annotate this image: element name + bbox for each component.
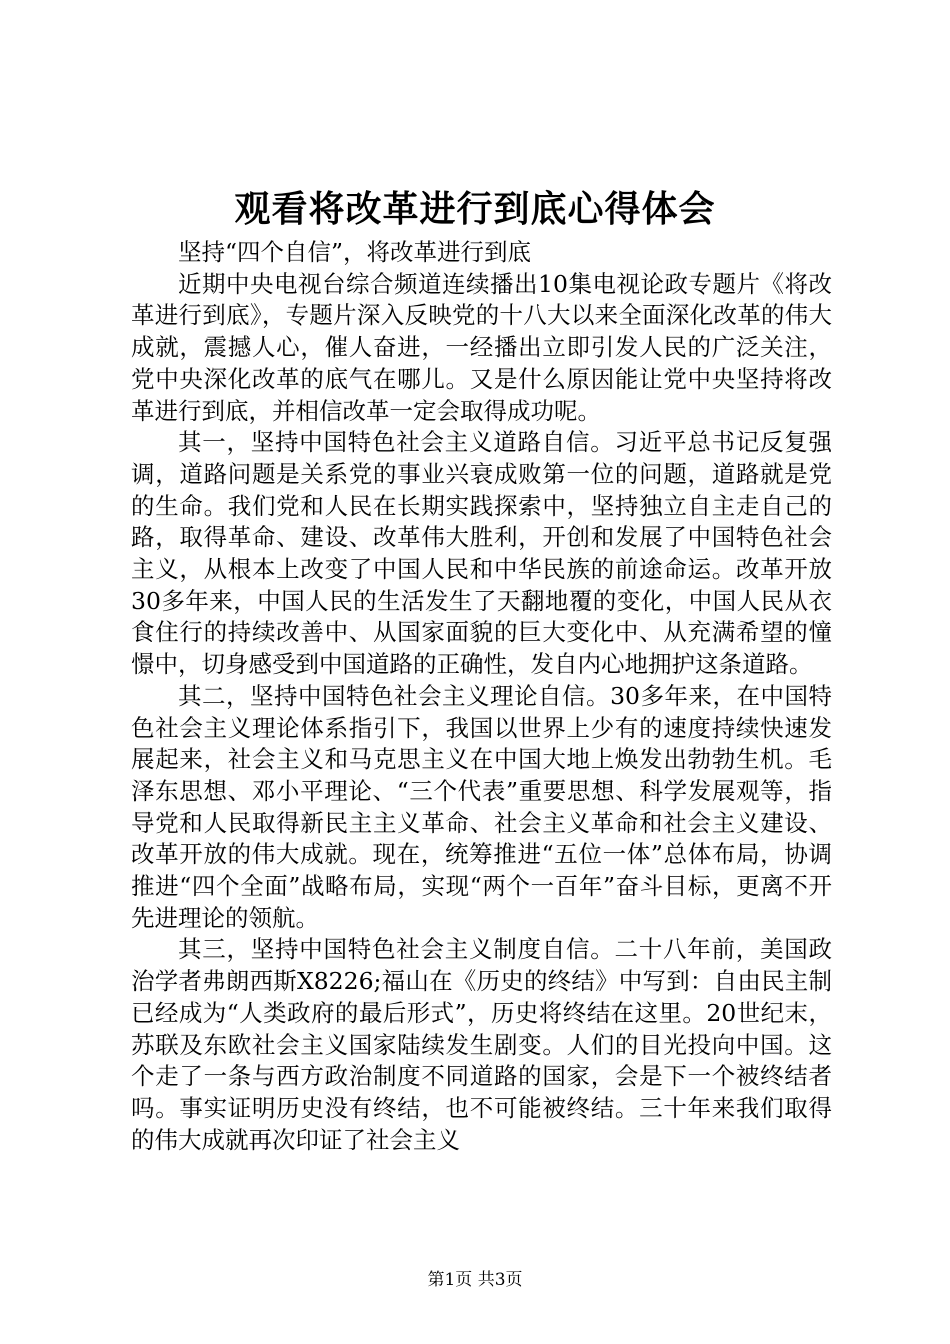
subtitle: 坚持“四个自信”，将改革进行到底 [178,238,532,266]
page-title: 观看将改革进行到底心得体会 [234,188,716,230]
page-number-footer: 第1页 共3页 [427,1270,523,1290]
paragraph-system-confidence: 其三，坚持中国特色社会主义制度自信。二十八年前，美国政治学者弗朗西斯X8226;福山在《历史的终结》中写到：自由民主制已经成为“人类政府的最后形式”，历史将终结在这里。20世纪末，苏联及东欧社会主义国家陆续发生剧变。人们的目光投向中国。这个走了一条与西方政治制度不同道路的国家，会是下一个被终结者吗。事实证明历史没有终结，也不可能被终结。三十年来我们取得的伟大成就再次印证了社会主义 [131,935,832,1154]
document-body [131,237,832,1156]
paragraph-road-confidence: 其一，坚持中国特色社会主义道路自信。习近平总书记反复强调，道路问题是关系党的事业兴衰成败第一位的问题，道路就是党的生命。我们党和人民在长期实践探索中，坚持独立自主走自己的路，取得革命、建设、改革伟大胜利，开创和发展了中国特色社会主义，从根本上改变了中国人民和中华民族的前途命运。改革开放30多年来，中国人民的生活发生了天翻地覆的变化，中国人民从衣食住行的持续改善中、从国家面貌的巨大变化中、从充满希望的憧憬中，切身感受到中国道路的正确性，发自内心地拥护这条道路。 [131,428,832,679]
paragraph-theory-confidence: 其二，坚持中国特色社会主义理论自信。30多年来，在中国特色社会主义理论体系指引下，我国以世界上少有的速度持续快速发展起来，社会主义和马克思主义在中国大地上焕发出勃勃生机。毛泽东思想、邓小平理论、“三个代表”重要思想、科学发展观等，指导党和人民取得新民主主义革命、社会主义革命和社会主义建设、改革开放的伟大成就。现在，统筹推进“五位一体”总体布局，协调推进“四个全面”战略布局，实现“两个一百年”奋斗目标，更离不开先进理论的领航。 [131,681,832,932]
paragraph-intro: 近期中央电视台综合频道连续播出10集电视论政专题片《将改革进行到底》，专题片深入反映党的十八大以来全面深化改革的伟大成就，震撼人心，催人奋进，一经播出立即引发人民的广泛关注，党中央深化改革的底气在哪儿。又是什么原因能让党中央坚持将改革进行到底，并相信改革一定会取得成功呢。 [131,269,832,425]
